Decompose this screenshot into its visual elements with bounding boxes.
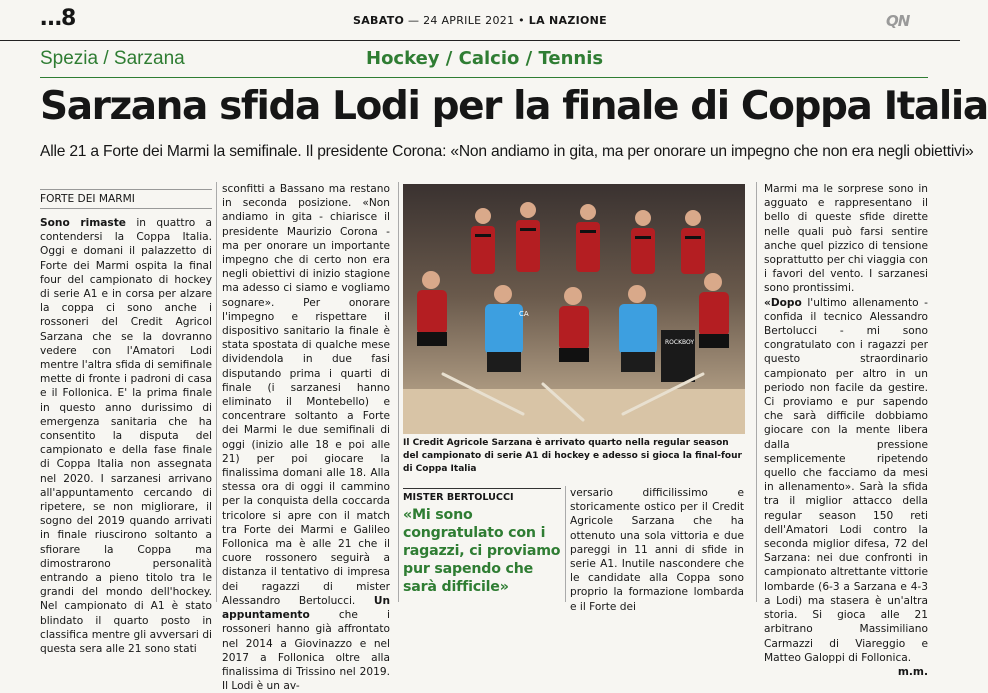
column-divider	[216, 182, 217, 602]
article-column-2	[222, 182, 390, 693]
quote-box-divider	[403, 488, 561, 489]
dateline-sep-2: •	[518, 14, 529, 27]
column-divider	[756, 182, 757, 602]
column-divider	[565, 486, 566, 602]
lead-words-5: «Dopo	[764, 296, 802, 309]
article-column-1	[40, 216, 213, 656]
quote-kicker: MISTER BERTOLUCCI	[403, 492, 514, 503]
team-photo	[403, 184, 745, 434]
column-1-text: in quattro a contendersi la Coppa Italia. Oggi e domani il palazzetto di Forte dei Marmi ospita la final four del campionato di hockey di serie A1 e in corsa per alzare la coppa ci sono anche i rossoneri del Credit Agricol Sarzana che se la dovranno vedere con l'Amatori Lodi mentre l'altra sfida di semifinale mette di fronte i padroni di casa e il Follonica. E' la prima finale in questo anno durissimo di emergenza sanitaria che ha consentito la disputa del campionato e della fase finale di Coppa Italia non assegnata nel 2020. I sarzanesi arrivano all'appuntamento cercando di ripetere, se non migliorare, il sogno del 2019 quando arrivati in finale riuscirono soltanto a sfiorare la Coppa ma dimostrarono personalità entrando a pieno titolo tra le grandi del mondo dell'hockey. Nel campionato di A1 è stato blindato il quarto posto in classifica mentre gli avversari di questa sera alle 21 sono stati	[40, 217, 213, 656]
section-title-right: Hockey / Calcio / Tennis	[366, 48, 604, 69]
byline: m.m.	[897, 665, 928, 678]
section-title-left: Spezia / Sarzana	[40, 48, 185, 69]
location-kicker: FORTE DEI MARMI	[40, 189, 212, 205]
column-5-text-b: l'ultimo allenamento - confida il tecnico Alessandro Bertolucci - mi sono congratulato con i ragazzi per questo straordinario campionato per altro in un periodo non facile da gestire. Ci proviamo e pur sapendo che sarà difficile dobbiamo giocare con la mente libera dalla pressione semplicemente ripetendo quello che facciamo da mesi in allenamento». Sarà la sfida tra il miglior attacco della regular season 150 reti dell'Amatori Lodi contro la seconda miglior difesa, 72 del Sarzana: nei due confronti in campionato altrettante vittorie lombarde (6-3 a Sarzana e 4-3 a Lodi) ma stasera è un'altra storia. Si gioca alle 21 arbitrano Massimiliano Carmazzi di Viareggio e Matteo Galoppi di Follonica.	[764, 296, 928, 664]
kicker-divider	[40, 208, 212, 209]
column-divider	[398, 182, 399, 602]
dateline-sep-1: —	[407, 14, 424, 27]
column-2-text-a: sconfitti a Bassano ma restano in seconda posizione. «Non andiamo in gita - chiarisce il presidente Maurizio Corona - ma per onorare un importante impegno che di certo non era negli obiettivi di inizio stagione ma adesso ci siamo e vogliamo sognare». Per onorare l'impegno e rispettare il dispositivo sanitario la finale è stata spostata di qualche mese dividendola in due fasi disputando prima i quarti di finale (i sarzanesi hanno eliminato il Montebello) e concentrare soltanto a Forte dei Marmi le due semifinali di oggi (inizio alle 18 e poi alle 21) per poi giocare la finalissima domani alle 18. Alla stessa ora di oggi il cammino per la conquista della coccarda tricolore si apre con il match tra Forte dei Marmi e Galileo Follonica ma è alle 21 che il cuore rossonero seguirà a distanza il tentativo di impresa dei ragazzi di mister Alessandro Bertolucci.	[222, 183, 390, 607]
team-photo-illustration	[403, 184, 745, 434]
page-number: …8	[40, 6, 76, 31]
article-column-4	[570, 486, 744, 613]
photo-caption: Il Credit Agricole Sarzana è arrivato quarto nella regular season del campionato di serie A1 di hockey e adesso si gioca la final-four di Coppa Italia	[403, 438, 742, 474]
page-header	[0, 0, 960, 41]
dateline-newspaper: LA NAZIONE	[528, 14, 607, 27]
dateline-day: SABATO	[353, 14, 405, 27]
article-column-5	[764, 182, 928, 678]
jersey-text: CA	[519, 310, 529, 318]
goalie-pad-text: ROCKBOY	[665, 339, 695, 346]
headline: Sarzana sfida Lodi per la finale di Coppa Italia	[40, 84, 988, 129]
dateline-date: 24 APRILE 2021	[423, 14, 515, 27]
pull-quote: «Mi sono congratulato con i ragazzi, ci proviamo pur sapendo che sarà difficile»	[403, 507, 561, 595]
lead-words-1: Sono rimaste	[40, 217, 126, 229]
column-4-text: versario difficilissimo e storicamente ostico per il Credit Agricole Sarzana che ha ottenuto una sola vittoria e due pareggi in 11 anni di sfide in serie A1. Inutile nascondere che le candidate alla Coppa sono proprio la formazione lombarda e il Forte dei	[570, 487, 744, 613]
qn-logo: QN	[886, 12, 910, 30]
section-divider	[40, 77, 928, 78]
lead-words-2: Un appuntamento	[222, 594, 390, 622]
column-2-text-b: che i rossoneri hanno già affrontato nel 2014 a Giovinazzo e nel 2017 a Follonica oltre alla finalissima di Trissino nel 2019. Il Lodi è un av-	[222, 609, 390, 693]
column-5-text-a: Marmi ma le sorprese sono in agguato e rappresentano il bello di queste sfide dirette nelle quali può farsi sentire anche quel pizzico di tensione soprattutto per chi viaggia con i favori del vento. I sarzanesi sono prontissimi.	[764, 183, 928, 295]
subheadline: Alle 21 a Forte dei Marmi la semifinale. Il presidente Corona: «Non andiamo in gita, ma per onorare un impegno che non era negli obiettivi»	[40, 143, 974, 160]
dateline	[0, 14, 960, 27]
